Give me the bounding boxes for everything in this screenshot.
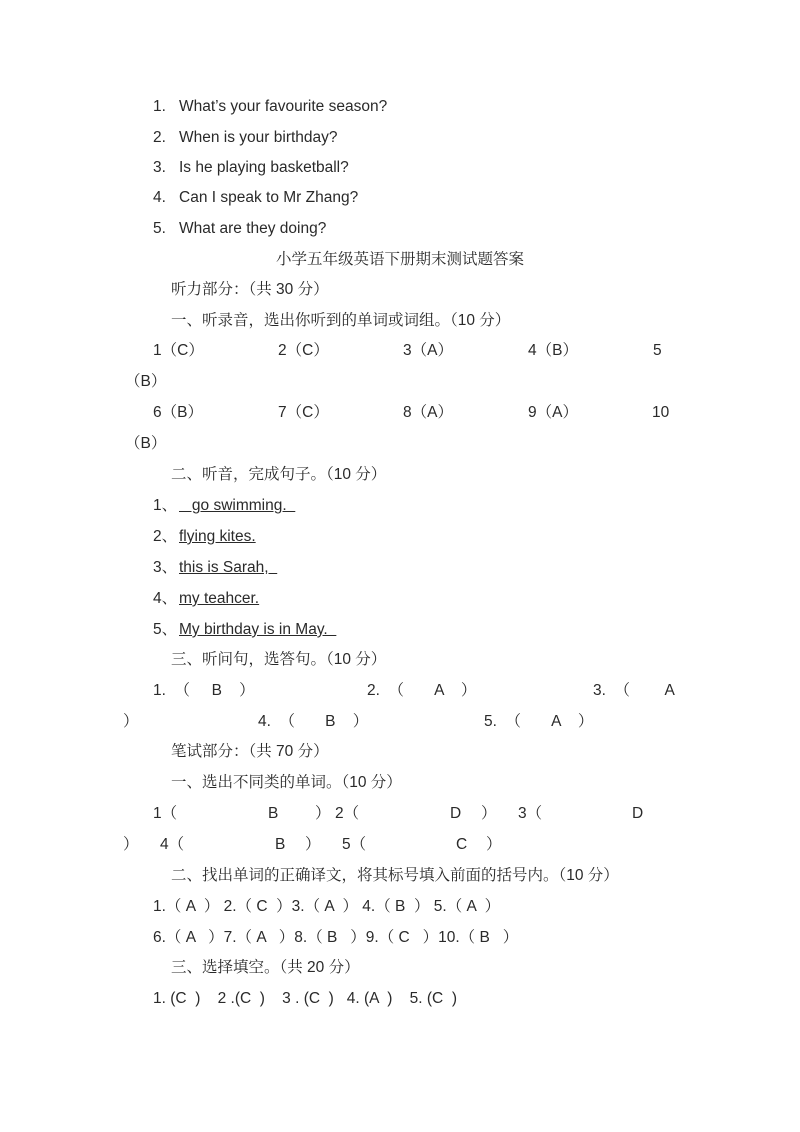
part-heading: 一、选出不同类的单词。（10 分） [171, 774, 402, 791]
answer-item: 2. （ A ） [367, 682, 477, 699]
answer-item: ） [123, 713, 139, 730]
item-number: 3、 [153, 559, 178, 576]
bracket-open: 4（ [160, 836, 185, 853]
item-number: 5、 [153, 621, 178, 638]
fill-answer: this is Sarah, [179, 559, 278, 576]
fill-answer: flying kites. [179, 528, 256, 545]
answer-letter: C [456, 836, 468, 853]
answer-item: 1（C） [153, 342, 204, 359]
bracket-close: ） [486, 836, 502, 853]
answer-item: 9（A） [528, 404, 578, 421]
part-heading: 一、听录音，选出你听到的单词或词组。（10 分） [171, 312, 511, 329]
answer-letter: D [632, 805, 644, 822]
part-heading: 三、听问句，选答句。（10 分） [171, 651, 387, 668]
answer-letter: B [268, 805, 279, 822]
answer-item: 4. （ B ） [258, 713, 369, 730]
answer-item: 5. （ A ） [484, 713, 594, 730]
bracket-open: 2（ [335, 805, 360, 822]
answer-item: 1. （ B ） [153, 682, 255, 699]
item-number: 1、 [153, 497, 178, 514]
item-number: 2、 [153, 528, 178, 545]
answer-item: 7（C） [278, 404, 329, 421]
fill-answer: go swimming. [179, 497, 296, 514]
bracket-open: 5（ [342, 836, 367, 853]
bracket-close: ） [123, 836, 139, 853]
fill-answer: my teahcer. [179, 590, 260, 607]
part-heading: 三、选择填空。（共 20 分） [171, 959, 360, 976]
fill-answer: My birthday is in May. [179, 621, 337, 638]
question-text: What’s your favourite season? [179, 98, 388, 115]
question-number: 1. [153, 98, 166, 115]
section-heading-written: 笔试部分：（共 70 分） [171, 743, 329, 760]
answer-item: 8（A） [403, 404, 453, 421]
answer-item: 6（B） [153, 404, 203, 421]
bracket-close: ） [315, 805, 331, 822]
section-heading-listening: 听力部分：（共 30 分） [171, 281, 329, 298]
document-title: 小学五年级英语下册期末测试题答案 [275, 251, 524, 268]
part-heading: 二、听音，完成句子。（10 分） [171, 466, 387, 483]
question-number: 5. [153, 220, 166, 237]
answer-item: （B） [125, 435, 167, 452]
answer-letter: D [450, 805, 462, 822]
question-number: 2. [153, 129, 166, 146]
question-number: 4. [153, 189, 166, 206]
bracket-close: ） [305, 836, 321, 853]
part-heading: 二、找出单词的正确译文，将其标号填入前面的括号内。（10 分） [171, 867, 619, 884]
answer-row: 6.（ A ）7.（ A ）8.（ B ）9.（ C ）10.（ B ） [153, 929, 519, 946]
answer-item: 4（B） [528, 342, 578, 359]
item-number: 4、 [153, 590, 178, 607]
bracket-close: ） [481, 805, 497, 822]
question-number: 3. [153, 159, 166, 176]
question-text: When is your birthday? [179, 129, 338, 146]
answer-letter: B [275, 836, 286, 853]
bracket-open: 1（ [153, 805, 178, 822]
answer-item: 3（A） [403, 342, 453, 359]
question-text: What are they doing? [179, 220, 327, 237]
answer-item: 10 [652, 404, 670, 421]
answer-item: （B） [125, 373, 167, 390]
answer-row: 1. (C ) 2 .(C ) 3 . (C ) 4. (A ) 5. (C ) [153, 990, 458, 1007]
answer-row: 1.（ A ） 2.（ C ）3.（ A ） 4.（ B ） 5.（ A ） [153, 898, 501, 915]
question-text: Can I speak to Mr Zhang? [179, 189, 359, 206]
question-text: Is he playing basketball? [179, 159, 349, 176]
answer-item: 3. （ A [593, 682, 675, 699]
answer-item: 5 [653, 342, 662, 359]
answer-item: 2（C） [278, 342, 329, 359]
bracket-open: 3（ [518, 805, 543, 822]
